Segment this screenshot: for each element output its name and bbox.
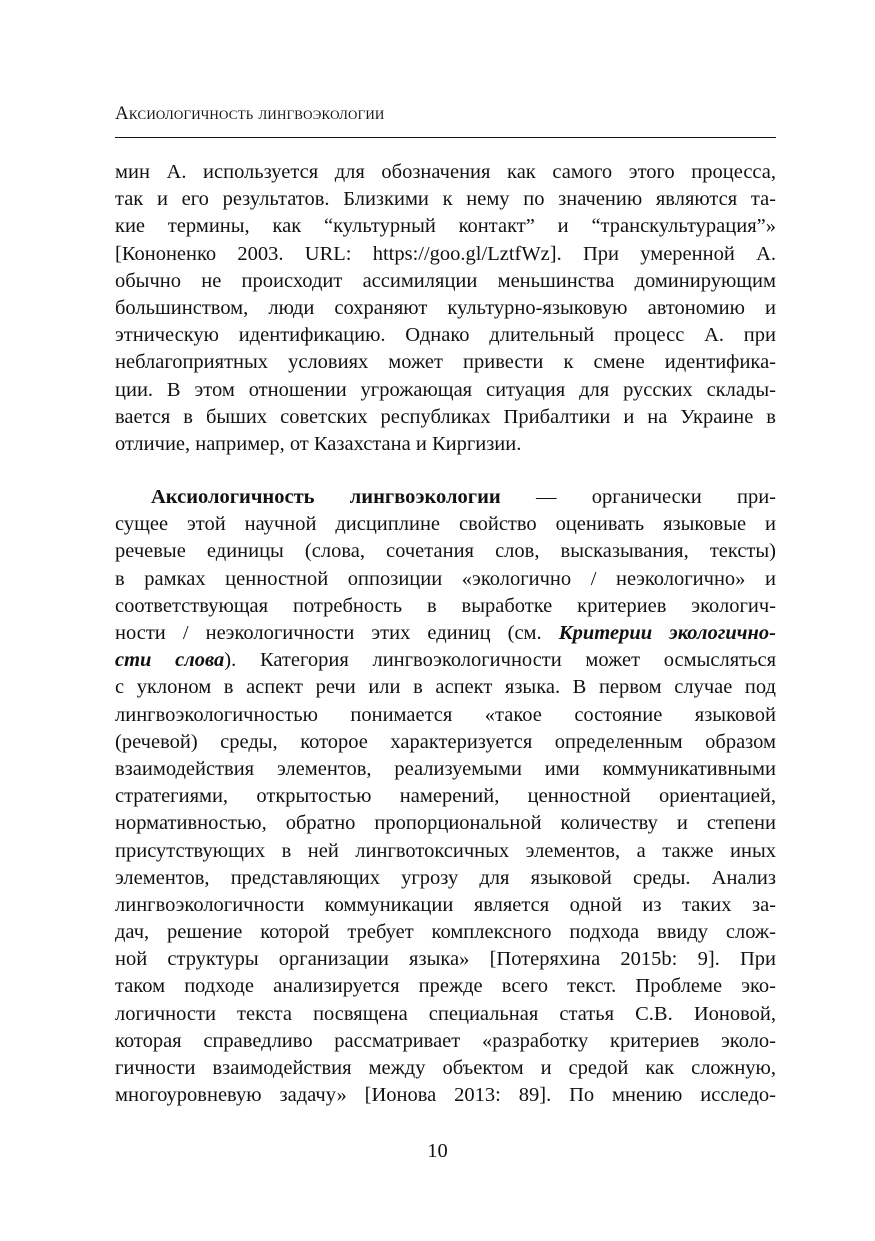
- text-line: многоуровневую задачу» [Ионова 2013: 89]. По мнению исследо-: [115, 1084, 776, 1107]
- text-line: элементов, представляющих угрозу для языковой среды. Анализ: [115, 866, 776, 889]
- text-line: (речевой) среды, которое характеризуется определенным образом: [115, 730, 776, 753]
- text-line: мин А. используется для обозначения как самого этого процесса,: [115, 161, 776, 183]
- text-line: взаимодействия элементов, реализуемыми ими коммуникативными: [115, 757, 776, 780]
- text-line: таком подходе анализируется прежде всего текст. Проблеме эко-: [115, 975, 776, 998]
- header-divider: [115, 137, 776, 138]
- text-line: в рамках ценностной оппозиции «экологично / неэкологично» и: [115, 567, 776, 590]
- text-fragment: — органически при-: [500, 486, 776, 509]
- cross-reference: Критерии экологично-: [558, 622, 777, 644]
- text-line: соответствующая потребность в выработке критериев экологич-: [115, 594, 776, 617]
- text-line: неблагоприятных условиях может привести к смене идентифика-: [115, 351, 776, 374]
- text-line: кие термины, как “культурный контакт” и “транскультурация”»: [115, 215, 776, 238]
- text-fragment: ности / неэкологичности этих единиц (см.: [115, 622, 559, 644]
- text-line: дач, решение которой требует комплексного подхода ввиду слож-: [115, 921, 776, 944]
- text-line: присутствующих в ней лингвотоксичных элементов, а также иных: [115, 839, 776, 862]
- entry-first-line: [115, 484, 776, 511]
- paragraph-continuation: [115, 159, 776, 458]
- text-line: которая справедливо рассматривает «разработку критериев эколо-: [115, 1029, 776, 1052]
- text-line: [115, 620, 776, 647]
- entry-headword: Аксиологичность лингвоэкологии: [151, 486, 501, 509]
- paragraph-gap: [115, 458, 776, 484]
- text-line: речевые единицы (слова, сочетания слов, высказывания, тексты): [115, 540, 776, 563]
- text-line: ной структуры организации языка» [Потеряхина 2015b: 9]. При: [115, 948, 776, 971]
- text-line: сущее этой научной дисциплине свойство оценивать языковые и: [115, 513, 776, 536]
- page-body: [115, 159, 776, 1109]
- text-line: нормативностью, обратно пропорциональной количеству и степени: [115, 812, 776, 835]
- text-line: отличие, например, от Казахстана и Киргизии.: [115, 432, 522, 455]
- text-line: так и его результатов. Близкими к нему по значению являются та-: [115, 188, 776, 211]
- text-line: лингвоэкологичностью понимается «такое состояние языковой: [115, 703, 776, 726]
- running-head-title: Аксиологичность лингвоэкологии: [115, 103, 385, 124]
- text-line: гичности взаимодействия между объектом и средой как сложную,: [115, 1057, 776, 1079]
- text-line: большинством, люди сохраняют культурно-языковую автономию и: [115, 296, 776, 319]
- text-line: [115, 647, 776, 674]
- text-line: лингвоэкологичности коммуникации является одной из таких за-: [115, 893, 776, 916]
- text-line: стратегиями, открытостью намерений, ценностной ориентацией,: [115, 785, 776, 808]
- cross-reference: сти слова: [115, 649, 225, 672]
- text-line: с уклоном в аспект речи или в аспект языка. В первом случае под: [115, 676, 776, 699]
- text-line: вается в быших советских республиках Прибалтики и на Украине в: [115, 405, 776, 428]
- page-number: 10: [427, 1140, 448, 1162]
- text-line: этническую идентификацию. Однако длительный процесс А. при: [115, 324, 776, 347]
- text-line: ции. В этом отношении угрожающая ситуация для русских склады-: [115, 378, 776, 401]
- text-line: [Кононенко 2003. URL: https://goo.gl/LztfWz]. При умеренной А.: [115, 242, 776, 265]
- text-fragment: ). Категория лингвоэкологичности может осмысляться: [224, 649, 776, 672]
- text-line: обычно не происходит ассимиляции меньшинства доминирующим: [115, 269, 776, 292]
- dictionary-entry: [115, 484, 776, 1109]
- text-line: логичности текста посвящена специальная статья С.В. Ионовой,: [115, 1002, 776, 1025]
